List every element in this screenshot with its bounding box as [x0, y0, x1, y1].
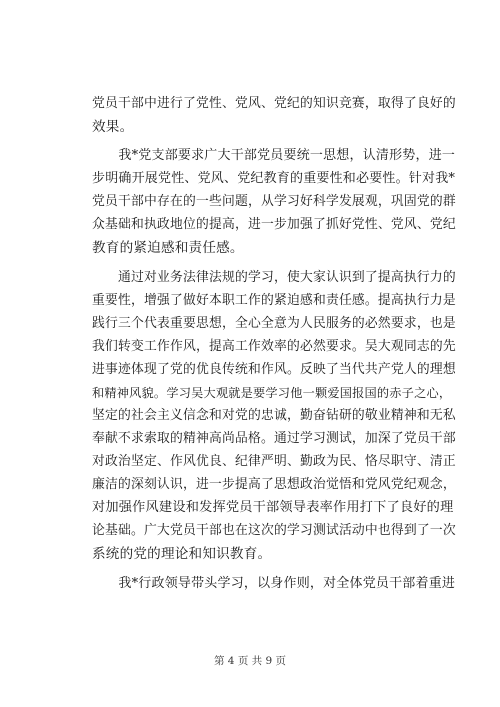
body-text-line: 对加强作风建设和发挥党员干部领导表率作用打下了良好的理: [92, 500, 454, 515]
body-text-line: 我们转变工作作风，提高工作效率的必然要求。吴大观同志的先: [92, 339, 456, 354]
body-text-line: 和精神风貌。学习吴大观就是要学习他一颗爱国报国的赤子之心，: [92, 386, 452, 400]
body-text-line: 步明确开展党性、党风、党纪教育的重要性和必要性。针对我*: [92, 171, 456, 186]
body-text-line: 进事迹体现了党的优良传统和作风。反映了当代共产党人的理想: [92, 362, 456, 377]
body-text-line: 党员干部中进行了党性、党风、党纪的知识竞赛，取得了良好的: [92, 96, 456, 111]
body-text-line: 重要性，增强了做好本职工作的紧迫感和责任感。提高执行力是: [92, 293, 456, 308]
body-text-line: 教育的紧迫感和责任感。: [92, 240, 244, 256]
body-text-line: 众基础和执政地位的提高，进一步加强了抓好党性、党风、党纪: [92, 217, 456, 232]
page-number-footer: 第 4 页 共 9 页: [213, 655, 287, 667]
body-text-line: 奉献不求索取的精神高尚品格。通过学习测试，加深了党员干部: [92, 431, 456, 446]
body-text-line: 系统的党的理论和知识教育。: [92, 546, 272, 562]
body-text-line: 坚定的社会主义信念和对党的忠诚，勤奋钻研的敬业精神和无私: [92, 408, 456, 423]
body-text-line: 廉洁的深刻认识，进一步提高了思想政治觉悟和党风党纪观念，: [92, 477, 456, 492]
body-text-line: 党员干部中存在的一些问题，从学习好科学发展观，巩固党的群: [92, 194, 456, 209]
body-text-line: 对政治坚定、作风优良、纪律严明、勤政为民、恪尽职守、清正: [92, 454, 456, 469]
body-text-line: 我*党支部要求广大干部党员要统一思想，认清形势，进一: [92, 148, 456, 163]
body-text-line: 通过对业务法律法规的学习，使大家认识到了提高执行力的: [92, 270, 456, 285]
body-text-line: 论基础。广大党员干部也在这次的学习测试活动中也得到了一次: [92, 523, 456, 538]
body-text-line: 效果。: [92, 119, 134, 135]
body-text-line: 践行三个代表重要思想，全心全意为人民服务的必然要求，也是: [92, 316, 456, 331]
body-text-line: 我*行政领导带头学习，以身作则，对全体党员干部着重进: [92, 576, 456, 591]
